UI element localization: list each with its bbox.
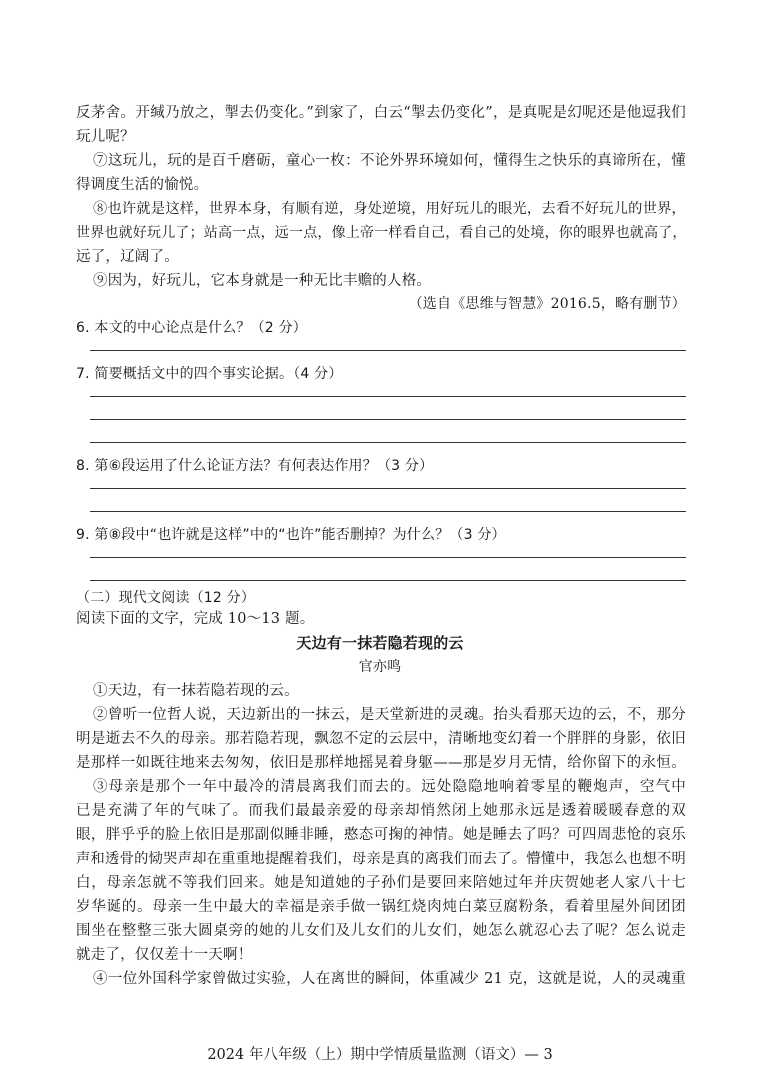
article-line: 明是逝去不久的母亲。那若隐若现，飘忽不定的云层中，清晰地变幻着一个胖胖的身影，依旧 bbox=[76, 731, 686, 747]
passage-line: 玩儿呢？ bbox=[76, 129, 135, 145]
article-line: ②曾听一位哲人说，天边新出的一抹云，是天堂新进的灵魂。抬头看那天边的云，不，那分 bbox=[93, 707, 686, 723]
passage-line: 反茅舍。开缄乃放之，掣去仍变化。”到家了，白云“掣去仍变化”，是真呢是幻呢还是他逗我们 bbox=[76, 105, 686, 121]
passage-line: ⑦这玩儿，玩的是百千磨砺，童心一枚：不论外界环境如何，懂得生之快乐的真谛所在，懂 bbox=[93, 153, 686, 169]
article-line: 是那样一如既往地来去匆匆，依旧是那样地摇晃着身躯——那是岁月无情，给你留下的永恒。 bbox=[76, 755, 686, 771]
article-line: 已是充满了年的气味了。而我们最最亲爱的母亲却悄然闭上她那永远是透着暖暖春意的双 bbox=[76, 803, 686, 819]
passage-source: （选自《思维与智慧》2016.5，略有删节） bbox=[408, 296, 686, 312]
question-8: 8. 第⑥段运用了什么论证方法？有何表达作用？（3 分） bbox=[76, 458, 434, 474]
article-line: 岁华诞的。母亲一生中最大的幸福是亲手做一锅红烧肉炖白菜豆腐粉条，看着里屋外间团团 bbox=[76, 899, 686, 915]
passage-line: 远了，辽阔了。 bbox=[76, 249, 179, 265]
article-line: 围坐在整整三张大圆桌旁的她的儿女们及儿女们的儿女们，她怎么就忍心去了呢？怎么说走 bbox=[76, 923, 686, 939]
article-line: ①天边，有一抹若隐若现的云。 bbox=[93, 683, 299, 699]
question-9: 9. 第⑧段中“也许就是这样”中的“也许”能否删掉？为什么？（3 分） bbox=[76, 527, 506, 543]
answer-line[interactable] bbox=[90, 580, 686, 581]
article-line: 眼，胖乎乎的脸上依旧是那副似睡非睡，憨态可掬的神情。她是睡去了吗？可四周悲怆的哀乐 bbox=[76, 827, 686, 843]
answer-line[interactable] bbox=[90, 419, 686, 420]
answer-line[interactable] bbox=[90, 488, 686, 489]
article-line: 白，母亲怎就不等我们回来。她是知道她的子孙们是要回来陪她过年并庆贺她老人家八十七 bbox=[76, 875, 686, 891]
article-author: 官亦鸣 bbox=[358, 659, 402, 675]
answer-line[interactable] bbox=[90, 557, 686, 558]
answer-line[interactable] bbox=[90, 350, 686, 351]
question-7: 7. 简要概括文中的四个事实论据。（4 分） bbox=[76, 366, 343, 382]
passage-line: 得调度生活的愉悦。 bbox=[76, 177, 209, 193]
section-heading: （二）现代文阅读（12 分） bbox=[76, 590, 256, 606]
answer-line[interactable] bbox=[90, 511, 686, 512]
passage-line: ⑨因为，好玩儿，它本身就是一种无比丰赡的人格。 bbox=[93, 273, 432, 289]
article-title: 天边有一抹若隐若现的云 bbox=[296, 634, 464, 652]
article-line: ④一位外国科学家曾做过实验，人在离世的瞬间，体重减少 21 克，这就是说，人的灵魂重 bbox=[93, 971, 686, 987]
passage-line: ⑧也许就是这样，世界本身，有顺有逆，身处逆境，用好玩儿的眼光，去看不好玩儿的世界， bbox=[93, 201, 686, 217]
answer-line[interactable] bbox=[90, 442, 686, 443]
question-6: 6. 本文的中心论点是什么？（2 分） bbox=[76, 320, 307, 336]
answer-line[interactable] bbox=[90, 396, 686, 397]
page-footer: 2024 年八年级（上）期中学情质量监测（语文）— 3 bbox=[207, 1047, 553, 1063]
article-line: ③母亲是那个一年中最冷的清晨离我们而去的。远处隐隐地响着零星的鞭炮声，空气中 bbox=[93, 779, 686, 795]
article-line: 声和透骨的恸哭声却在重重地提醒着我们，母亲是真的离我们而去了。懵懂中，我怎么也想不明 bbox=[76, 851, 686, 867]
article-line: 就走了，仅仅差十一天啊！ bbox=[76, 947, 253, 963]
section-instruction: 阅读下面的文字，完成 10～13 题。 bbox=[76, 611, 315, 627]
passage-line: 世界也就好玩儿了；站高一点，远一点，像上帝一样看自己，看自己的处境，你的眼界也就高了， bbox=[76, 225, 687, 241]
